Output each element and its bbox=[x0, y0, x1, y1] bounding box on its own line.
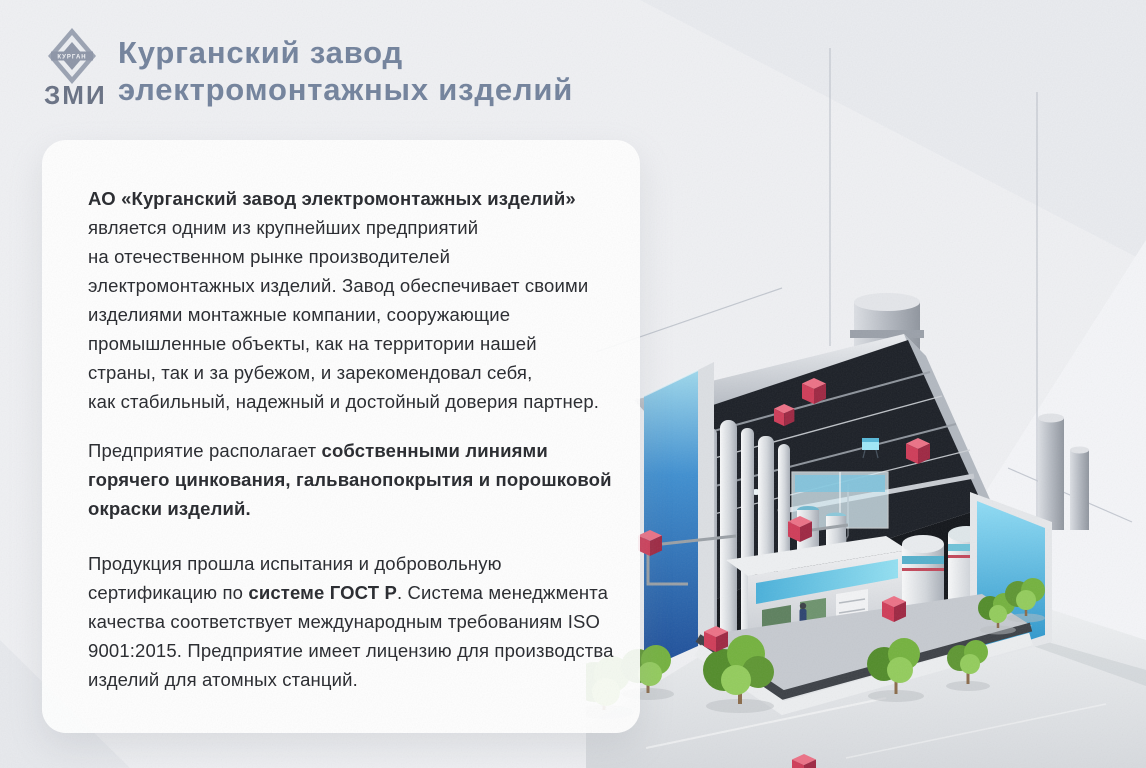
paragraph-company-intro bbox=[88, 184, 600, 416]
bg-fold-top-right bbox=[640, 0, 1146, 262]
text-run-bold: собственными линиями bbox=[321, 440, 548, 461]
paragraph-facilities bbox=[88, 436, 612, 523]
text-run: сертификацию по bbox=[88, 582, 249, 603]
text-run-bold: системе ГОСТ Р bbox=[248, 582, 397, 603]
text-line: окраски изделий. bbox=[88, 498, 251, 519]
red-marker bbox=[774, 404, 794, 426]
text-line: качества соответствует международным требованиям ISO bbox=[88, 611, 601, 632]
text-line bbox=[88, 440, 548, 461]
text-line: на отечественном рынке производителей bbox=[88, 246, 451, 267]
text-line: промышленные объекты, как на территории нашей bbox=[88, 333, 537, 354]
text-line: горячего цинкования, гальванопокрытия и порошковой bbox=[88, 469, 612, 490]
text-line: Продукция прошла испытания и добровольную bbox=[88, 553, 502, 574]
tree bbox=[1005, 578, 1045, 623]
text-line: является одним из крупнейших предприятий bbox=[88, 217, 479, 238]
text-line bbox=[88, 582, 608, 603]
red-marker bbox=[882, 596, 906, 622]
logo-initials: ЗМИ bbox=[44, 80, 107, 108]
text-line: как стабильный, надежный и достойный доверия партнер. bbox=[88, 391, 600, 412]
page-title-line2: электромонтажных изделий bbox=[118, 72, 574, 107]
text-line: изделий для атомных станций. bbox=[88, 669, 358, 690]
corner-column bbox=[698, 362, 714, 646]
text-run: . Система менеджмента bbox=[396, 582, 609, 603]
text-line: 9001:2015. Предприятие имеет лицензию для производства bbox=[88, 640, 614, 661]
company-logo bbox=[36, 24, 110, 108]
text-line: АО «Курганский завод электромонтажных изделий» bbox=[88, 188, 576, 209]
about-card bbox=[42, 140, 640, 733]
text-line: изделиями монтажные компании, сооружающие bbox=[88, 304, 511, 325]
factory-illustration bbox=[586, 278, 1146, 768]
text-line: электромонтажных изделий. Завод обеспечивает своими bbox=[88, 275, 589, 296]
text-run: Предприятие располагает bbox=[88, 440, 322, 461]
logo-band-text: КУРГАН bbox=[57, 54, 87, 61]
text-line: страны, так и за рубежом, и зарекомендовал себя, bbox=[88, 362, 533, 383]
red-marker bbox=[802, 378, 826, 404]
paragraph-certification bbox=[88, 549, 614, 694]
red-marker bbox=[704, 626, 728, 652]
page-title-line1: Курганский завод bbox=[118, 35, 403, 70]
left-wall bbox=[644, 370, 698, 670]
header bbox=[36, 24, 573, 129]
small-stacks bbox=[1038, 414, 1089, 531]
red-marker bbox=[906, 438, 930, 464]
page-title bbox=[118, 34, 573, 108]
